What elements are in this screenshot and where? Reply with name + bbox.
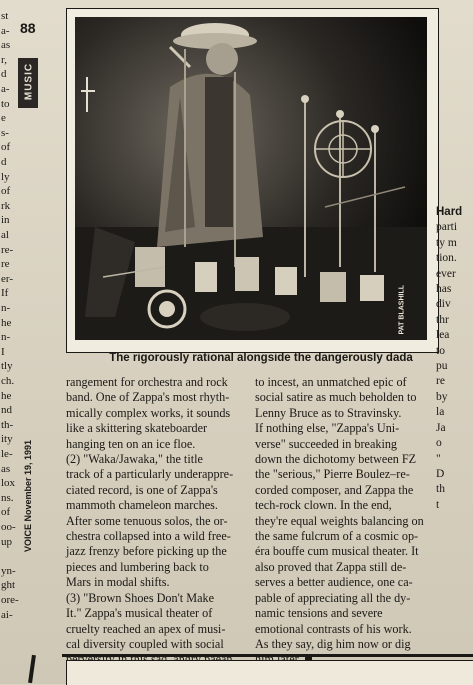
section-label: MUSIC	[23, 62, 35, 101]
right-fragment-line: Ja	[436, 421, 446, 434]
article-line: verse" succeeded in breaking	[255, 436, 398, 451]
right-fragment-line: ty m	[436, 236, 457, 249]
article-line: (3) "Brown Shoes Don't Make	[66, 590, 214, 605]
article-line: (2) "Waka/Jawaka," the title	[66, 452, 203, 467]
left-fragment-line: n-	[1, 302, 11, 314]
article-line: chestra collapsed into a wild free-	[66, 529, 231, 544]
left-fragment-line: nd	[1, 404, 12, 417]
article-line: tech-rock clown. In the end,	[255, 498, 392, 513]
left-fragment-line: al	[1, 229, 9, 241]
article-line: they're equal weights balancing on	[255, 513, 424, 528]
article-column-1	[66, 375, 246, 668]
article-line: pieces and lumbering back to	[66, 559, 209, 574]
article-line: the same fulcrum of a cosmic op-	[255, 529, 419, 544]
article-line: track of a particularly underappre-	[66, 467, 234, 482]
left-fragment-line: r,	[1, 53, 7, 66]
left-fragment-line: a-	[1, 24, 10, 37]
article-line: pable of appreciating all the dy-	[255, 590, 411, 605]
article-line: hanging ten on an ice floe.	[66, 436, 196, 451]
right-fragment-line: thr	[436, 313, 449, 326]
left-fragment-line: as	[1, 39, 11, 52]
right-fragment-line: pu	[436, 360, 448, 373]
left-fragment-line: le-	[1, 448, 13, 460]
right-fragment-line: la	[436, 406, 445, 419]
right-fragment-line: D	[436, 467, 445, 480]
article-line: like a skittering skateboarder	[66, 421, 208, 436]
left-fragment-line: oo-	[1, 521, 16, 533]
right-fragment-line: lea	[436, 329, 450, 342]
left-fragment-line: If	[1, 287, 9, 300]
article-line: Lenny Bruce as to Stravinsky.	[255, 405, 402, 420]
section-tab	[18, 58, 38, 108]
article-line: to incest, an unmatched epic of	[255, 375, 407, 389]
right-fragment-line: re	[436, 375, 445, 388]
left-fragment-line: I	[1, 345, 5, 358]
article-line: corded composer, and Zappa the	[255, 482, 414, 497]
left-fragment-line: ore-	[1, 594, 19, 606]
left-fragment-line: a-	[1, 83, 10, 95]
article-line: down the dichotomy between FZ	[255, 452, 417, 467]
article-line: jazz frenzy before picking up the	[66, 544, 227, 559]
right-column-fragments	[436, 205, 473, 513]
right-fragment-line: o	[436, 437, 442, 450]
article-line: cal diversity coupled with social	[66, 636, 224, 651]
left-fragment-line: ch.	[1, 375, 15, 387]
right-fragment-line: ever	[436, 267, 456, 280]
left-fragment-line: ity	[1, 433, 13, 446]
bottom-rule	[62, 654, 473, 657]
left-fragment-line: s-	[1, 126, 9, 139]
left-fragment-line: as	[1, 462, 11, 475]
left-fragment-line: n-	[1, 331, 11, 344]
article-line: As they say, dig him now or dig	[255, 636, 411, 651]
article-line: Mars in modal shifts.	[66, 575, 170, 590]
right-fragment-line: th	[436, 483, 445, 496]
article-line: rangement for orchestra and rock	[66, 375, 228, 389]
dateline-text: VOICE November 19, 1991	[23, 439, 33, 552]
left-fragment-line: he	[1, 316, 12, 329]
right-fragment-line: div	[436, 298, 451, 311]
left-fragment-line: of	[1, 185, 11, 198]
page-number: 88	[20, 20, 36, 36]
left-fragment-line: er-	[1, 272, 13, 285]
left-column-fragments	[0, 0, 19, 684]
left-fragment-line: rk	[1, 199, 11, 212]
photo-credit	[395, 268, 409, 338]
photo-caption: The rigorously rational alongside the dangerously dada	[109, 352, 413, 364]
left-fragment-line: ght	[1, 579, 16, 592]
left-fragment-line: lox	[1, 477, 16, 490]
left-fragment-line: st	[1, 10, 9, 22]
right-fragment-line: t	[436, 498, 440, 511]
right-fragment-line: "	[436, 452, 441, 465]
left-fragment-line: e	[1, 112, 6, 125]
left-fragment-line: in	[1, 214, 10, 227]
article-line: social satire as much beholden to	[255, 390, 417, 405]
left-fragment-line: d	[1, 156, 7, 168]
right-fragment-line: by	[436, 390, 448, 403]
article-line: It." Zappa's musical theater of	[66, 606, 213, 621]
left-fragment-line: tly	[1, 360, 13, 373]
article-line: the "serious," Pierre Boulez–re-	[255, 467, 410, 482]
article-line: If nothing else, "Zappa's Uni-	[255, 421, 400, 436]
article-line: band. One of Zappa's most rhyth-	[66, 390, 230, 405]
left-fragment-line: th-	[1, 418, 14, 431]
article-line: mically complex works, it sounds	[66, 405, 231, 420]
article-line: éra bouffe cum musical theater. It	[255, 544, 419, 559]
concert-photo-image	[75, 17, 427, 340]
dateline	[18, 439, 38, 555]
left-fragment-line: up	[1, 535, 12, 548]
article-line: also proved that Zappa still de-	[255, 559, 407, 574]
left-fragment-line: d	[1, 68, 7, 81]
right-fragment-line: has	[436, 283, 452, 296]
left-fragment-line: he	[1, 389, 12, 402]
left-fragment-line: ly	[1, 170, 10, 183]
left-fragment-line: re	[1, 258, 10, 271]
left-fragment-line: ns.	[1, 491, 14, 504]
left-fragment-line: of	[1, 141, 11, 154]
left-fragment-line: yn-	[1, 564, 16, 577]
article-line: ciated record, is one of Zappa's	[66, 482, 218, 497]
article-column-2	[255, 375, 440, 668]
right-fragment-line: parti	[436, 221, 458, 234]
article-line: serves a better audience, one ca-	[255, 575, 413, 590]
right-fragment-line: Hard	[436, 206, 463, 218]
left-fragment-line: to	[1, 97, 10, 110]
article-line: emotional contrasts of his work.	[255, 621, 412, 636]
left-fragment-line: of	[1, 506, 11, 519]
left-fragment-line: ai-	[1, 608, 13, 621]
article-line: cruelty reached an apex of musi-	[66, 621, 226, 636]
article-line: After some tenuous solos, the or-	[66, 513, 228, 528]
article-line: namic tensions and severe	[255, 606, 383, 621]
right-fragment-line: tion.	[436, 252, 457, 265]
right-fragment-line: to	[436, 344, 445, 357]
next-article-strip	[66, 660, 473, 685]
left-fragment-line: re-	[1, 243, 14, 256]
photo-credit-text: PAT BLASHILL	[398, 284, 406, 335]
article-line: mammoth chameleon marches.	[66, 498, 218, 513]
concert-photo	[75, 17, 427, 340]
